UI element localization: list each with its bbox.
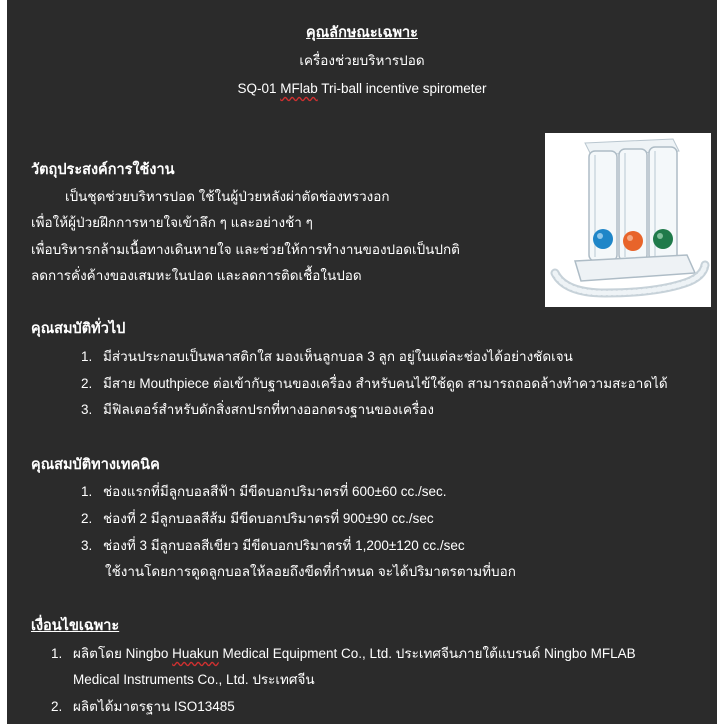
- product-photo: [545, 133, 711, 307]
- purpose-line: ลดการคั่งค้างของเสมหะในปอด และลดการติดเชื้อในปอด: [31, 268, 362, 283]
- technical-item: [81, 537, 465, 555]
- list-number: 3.: [81, 402, 93, 417]
- list-text: มีฟิลเตอร์สำหรับดักสิ่งสกปรกที่ทางออกตรงฐานของเครื่อง: [103, 402, 434, 417]
- general-item: [81, 401, 434, 419]
- purpose-line: เพื่อบริหารกล้ามเนื้อทางเดินหายใจ และช่วยให้การทำงานของปอดเป็นปกติ: [31, 242, 460, 257]
- document-subtitle: เครื่องช่วยบริหารปอด: [299, 53, 425, 68]
- list-number: 2.: [81, 511, 93, 526]
- purpose-line: เป็นชุดช่วยบริหารปอด ใช้ในผู้ป่วยหลังผ่าตัดช่องทรวงอก: [65, 189, 390, 204]
- model-prefix: SQ-01: [237, 81, 281, 96]
- list-number: 3.: [81, 538, 93, 553]
- general-item: [81, 348, 573, 366]
- general-item: [81, 375, 668, 393]
- purpose-line: เพื่อให้ผู้ป่วยฝึกการหายใจเข้าลึก ๆ และอย่างช้า ๆ: [31, 215, 313, 230]
- list-text: ผลิตได้มาตรฐาน ISO13485: [73, 699, 235, 714]
- general-heading: คุณสมบัติทั่วไป: [31, 321, 126, 337]
- model-line: [7, 80, 717, 98]
- orange-ball-icon: [623, 231, 643, 251]
- conditions-heading: เงื่อนไขเฉพาะ: [31, 618, 120, 634]
- list-number: 2.: [51, 699, 63, 714]
- list-number: 2.: [81, 376, 93, 391]
- conditions-item: [51, 698, 235, 716]
- technical-heading: คุณสมบัติทางเทคนิค: [31, 457, 160, 473]
- conditions-item-continued: Medical Instruments Co., Ltd. ประเทศจีน: [73, 672, 315, 687]
- list-text: ช่องที่ 3 มีลูกบอลสีเขียว มีขีดบอกปริมาตรที่ 1,200±120 cc./sec: [103, 538, 465, 553]
- list-number: 1.: [81, 484, 93, 499]
- technical-note: ใช้งานโดยการดูดลูกบอลให้ลอยถึงขีดที่กำหนด จะได้ปริมาตรตามที่บอก: [105, 564, 516, 579]
- list-number: 1.: [51, 646, 63, 661]
- model-rest: Tri-ball incentive spirometer: [317, 81, 487, 96]
- list-text: มีสาย Mouthpiece ต่อเข้ากับฐานของเครื่อง สำหรับคนไข้ใช้ดูด สามารถถอดล้างทำความสะอาดได้: [103, 376, 668, 391]
- list-text: Medical Equipment Co., Ltd. ประเทศจีนภายใต้แบรนด์ Ningbo MFLAB: [218, 646, 636, 661]
- conditions-item: [51, 645, 636, 663]
- document-title: คุณลักษณะเฉพาะ: [306, 25, 418, 41]
- list-text: ช่องแรกที่มีลูกบอลสีฟ้า มีขีดบอกปริมาตรที่ 600±60 cc./sec.: [103, 484, 447, 499]
- list-text: ผลิตโดย Ningbo: [73, 646, 173, 661]
- list-text: ช่องที่ 2 มีลูกบอลสีส้ม มีขีดบอกปริมาตรที่ 900±90 cc./sec: [103, 511, 434, 526]
- blue-ball-icon: [593, 229, 613, 249]
- technical-item: [81, 483, 447, 501]
- list-number: 1.: [81, 349, 93, 364]
- technical-item: [81, 510, 434, 528]
- purpose-heading: วัตถุประสงค์การใช้งาน: [31, 162, 175, 178]
- spec-document: [7, 0, 717, 724]
- green-ball-icon: [653, 229, 673, 249]
- spirometer-illustration: [545, 133, 711, 307]
- brand-name: Huakun: [172, 646, 219, 661]
- model-brand: MFlab: [280, 81, 318, 96]
- list-text: มีส่วนประกอบเป็นพลาสติกใส มองเห็นลูกบอล 3 ลูก อยู่ในแต่ละช่องได้อย่างชัดเจน: [103, 349, 573, 364]
